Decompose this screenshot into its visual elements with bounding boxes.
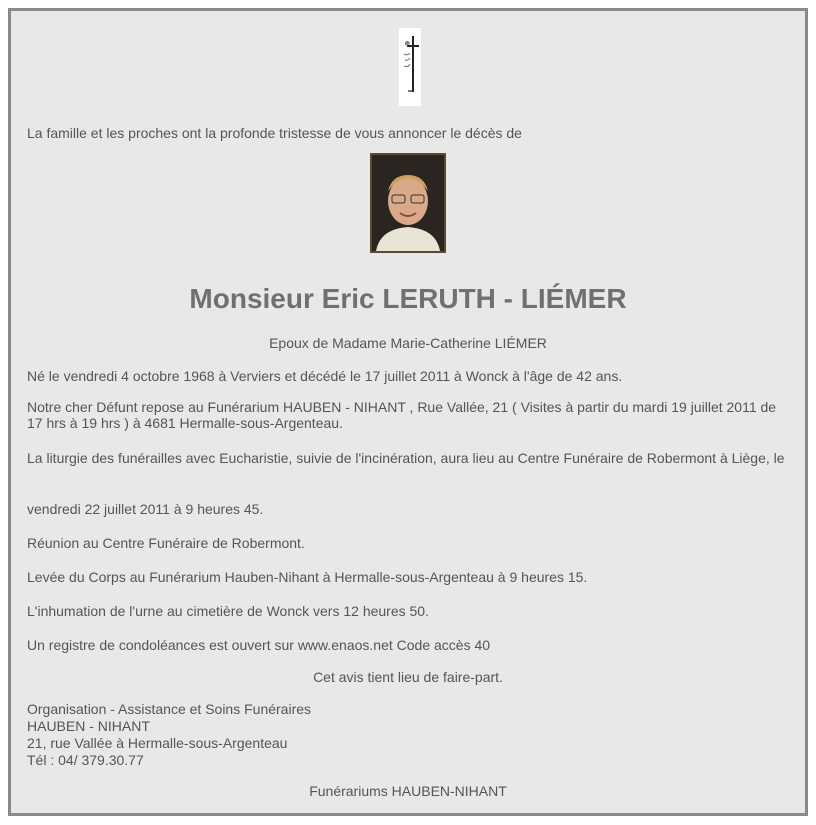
organisation-line-3: 21, rue Vallée à Hermalle-sous-Argenteau bbox=[27, 735, 288, 751]
organisation-line-4: Tél : 04/ 379.30.77 bbox=[27, 752, 144, 768]
organisation-line-1: Organisation - Assistance et Soins Funéraires bbox=[27, 701, 312, 717]
inhumation-text: L'inhumation de l'urne au cimetière de Wonck vers 12 heures 50. bbox=[27, 603, 429, 619]
funeral-date: vendredi 22 juillet 2011 à 9 heures 45. bbox=[27, 501, 264, 517]
intro-text: La famille et les proches ont la profonde tristesse de vous annoncer le décès de bbox=[27, 125, 522, 141]
obituary-frame bbox=[8, 8, 808, 816]
notice-text: Cet avis tient lieu de faire-part. bbox=[313, 669, 503, 685]
birth-death-text: Né le vendredi 4 octobre 1968 à Verviers et décédé le 17 juillet 2011 à Wonck à l'âge de 42 ans. bbox=[27, 368, 623, 384]
portrait-image bbox=[372, 155, 444, 251]
organisation-line-2: HAUBEN - NIHANT bbox=[27, 718, 150, 734]
portrait-photo bbox=[370, 153, 446, 253]
cross-image bbox=[399, 28, 421, 106]
cross-icon bbox=[399, 28, 421, 106]
footer-text: Funérariums HAUBEN-NIHANT bbox=[309, 783, 507, 799]
rest-text: Notre cher Défunt repose au Funérarium HAUBEN - NIHANT , Rue Vallée, 21 ( Visites à partir du mardi 19 juillet 2011 de 17 hrs à 19 hrs ) à 4681 Hermalle-sous-Argenteau. bbox=[27, 399, 777, 431]
spouse-text: Epoux de Madame Marie-Catherine LIÉMER bbox=[269, 335, 547, 351]
deceased-name: Monsieur Eric LERUTH - LIÉMER bbox=[189, 283, 627, 314]
meeting-text: Réunion au Centre Funéraire de Robermont. bbox=[27, 535, 305, 551]
levee-text: Levée du Corps au Funérarium Hauben-Nihant à Hermalle-sous-Argenteau à 9 heures 15. bbox=[27, 569, 588, 585]
register-text: Un registre de condoléances est ouvert sur www.enaos.net Code accès 40 bbox=[27, 637, 491, 653]
liturgy-text: La liturgie des funérailles avec Eucharistie, suivie de l'incinération, aura lieu au Centre Funéraire de Robermont à Liège, le bbox=[27, 450, 785, 466]
